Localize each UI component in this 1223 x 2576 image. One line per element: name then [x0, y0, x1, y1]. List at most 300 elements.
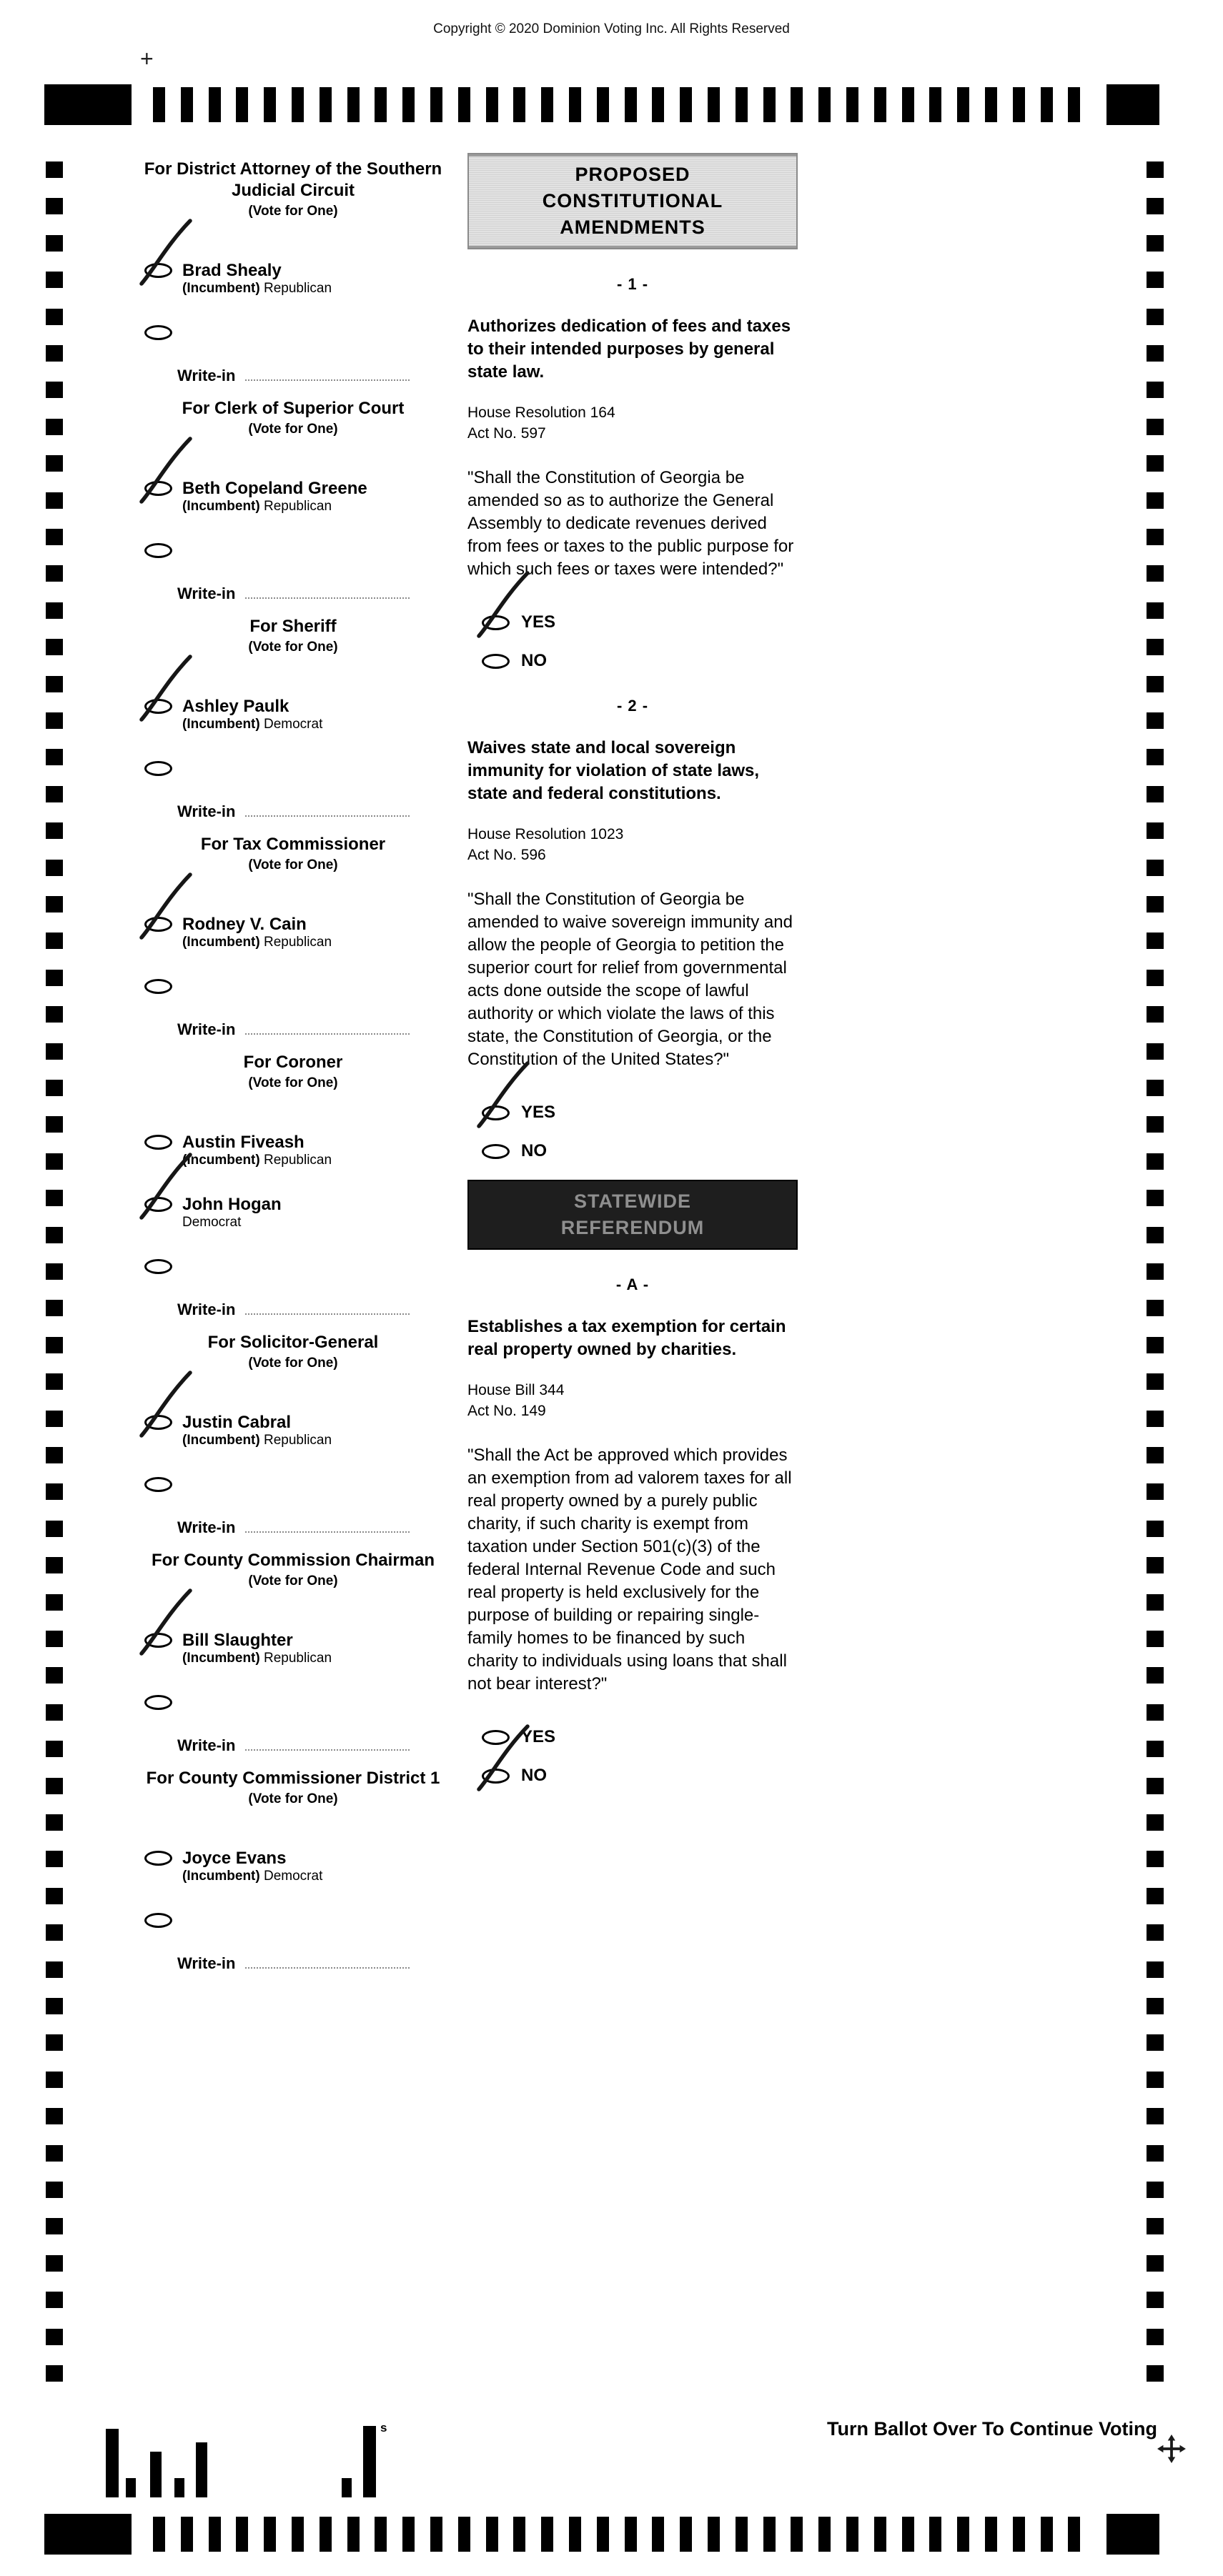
oval-wrap: [144, 761, 172, 776]
timing-mark: [1147, 382, 1164, 398]
timing-mark: [46, 602, 63, 619]
timing-mark: [1147, 1741, 1164, 1757]
timing-mark: [1147, 198, 1164, 214]
timing-mark: [46, 676, 63, 692]
timing-mark: [347, 87, 360, 122]
write-in-oval-row: [136, 1475, 450, 1496]
timing-mark: [874, 87, 886, 122]
timing-mark: [708, 2517, 720, 2552]
write-in-label: Write-in: [177, 802, 236, 820]
candidate-list: [136, 261, 450, 297]
candidate-party: Democrat: [264, 717, 323, 732]
contest: [136, 834, 450, 1039]
measure-question: "Shall the Constitution of Georgia be amended to waive sovereign immunity and allow the people of Georgia to petition the superior court for relief from governmental acts done outside the scope of lawful authority or which violate the laws of this state, the Constitution of Georgia, or the Constitution of the United States?": [467, 890, 793, 1069]
measures-column: [463, 153, 802, 1804]
timing-mark: [46, 1888, 63, 1904]
timing-row-bottom: [0, 2514, 1223, 2555]
contest-column: [136, 159, 450, 1986]
oval-wrap: [144, 1197, 172, 1212]
timing-mark: [569, 2517, 581, 2552]
write-in-oval[interactable]: [144, 979, 172, 994]
barcode-bar: [342, 2478, 352, 2497]
candidate-name: Joyce Evans: [182, 1849, 287, 1868]
oval-wrap: [482, 1105, 510, 1120]
candidate-row: [136, 1413, 450, 1449]
timing-mark: [1147, 345, 1164, 362]
measure: [463, 697, 802, 1161]
timing-mark: [46, 345, 63, 362]
timing-mark: [1147, 1667, 1164, 1684]
timing-mark: [292, 87, 304, 122]
timing-mark: [1068, 87, 1080, 122]
candidate-incumbent: (Incumbent): [182, 1433, 264, 1448]
timing-mark: [1147, 2145, 1164, 2162]
timing-mark: [680, 2517, 692, 2552]
timing-mark: [46, 1227, 63, 1243]
timing-mark: [902, 87, 914, 122]
timing-mark: [1147, 2072, 1164, 2088]
write-in-row: [136, 1518, 450, 1537]
oval-wrap: [144, 917, 172, 932]
section-header: STATEWIDE REFERENDUM: [467, 1180, 798, 1250]
write-in-oval-row: [136, 1911, 450, 1931]
timing-mark: [46, 2329, 63, 2345]
oval-wrap: [144, 1259, 172, 1274]
write-in-row: [136, 1020, 450, 1039]
timing-mark: [320, 2517, 332, 2552]
timing-mark: [46, 1631, 63, 1647]
timing-mark: [1147, 2034, 1164, 2051]
oval-wrap: [144, 1913, 172, 1928]
candidate-list: [136, 479, 450, 515]
timing-mark: [46, 2034, 63, 2051]
candidate-oval[interactable]: [144, 699, 172, 714]
timing-mark: [1068, 2517, 1080, 2552]
write-in-oval[interactable]: [144, 543, 172, 558]
write-in-row: [136, 1954, 450, 1973]
candidate-incumbent: (Incumbent): [182, 1651, 264, 1666]
write-in-label: Write-in: [177, 585, 236, 602]
timing-mark: [625, 87, 637, 122]
timing-mark: [46, 1116, 63, 1133]
candidate-name: John Hogan: [182, 1195, 282, 1214]
candidate-name: Bill Slaughter: [182, 1631, 293, 1650]
candidate-party: Republican: [264, 1153, 332, 1168]
timing-mark: [46, 309, 63, 325]
write-in-oval[interactable]: [144, 1913, 172, 1928]
write-in-oval[interactable]: [144, 761, 172, 776]
oval-wrap: [144, 1135, 172, 1150]
timing-mark: [46, 749, 63, 765]
write-in-row: [136, 585, 450, 603]
timing-mark: [985, 2517, 997, 2552]
write-in-label: Write-in: [177, 1954, 236, 1972]
timing-mark: [46, 1006, 63, 1023]
candidate-party-line: [182, 498, 367, 515]
candidate-oval[interactable]: [144, 917, 172, 932]
timing-mark: [1147, 2255, 1164, 2272]
measure-list: [463, 275, 802, 1161]
option-label: NO: [521, 1766, 547, 1785]
timing-mark: [46, 1411, 63, 1427]
candidate-party-line: [182, 934, 332, 951]
timing-mark: [680, 87, 692, 122]
timing-mark: [1147, 529, 1164, 545]
timing-mark: [153, 2517, 165, 2552]
write-in-line[interactable]: [245, 379, 410, 381]
timing-mark: [513, 2517, 525, 2552]
candidate-incumbent: (Incumbent): [182, 717, 264, 732]
timing-mark: [1041, 87, 1053, 122]
timing-mark: [652, 87, 664, 122]
candidate-party: Republican: [264, 499, 332, 514]
timing-mark: [46, 970, 63, 986]
timing-mark: [46, 1153, 63, 1170]
contest-instruction: (Vote for One): [248, 1573, 338, 1588]
contest-title: For County Commissioner District 1: [146, 1769, 440, 1788]
candidate-list: [136, 697, 450, 733]
timing-mark: [1147, 1521, 1164, 1537]
timing-mark: [46, 1447, 63, 1463]
contest-title: For Sheriff: [249, 617, 337, 636]
timing-mark: [1147, 235, 1164, 252]
option-oval[interactable]: [482, 1730, 510, 1745]
write-in-label: Write-in: [177, 1736, 236, 1754]
candidate-oval[interactable]: [144, 1851, 172, 1866]
timing-mark: [1147, 602, 1164, 619]
timing-mark: [1147, 786, 1164, 802]
timing-mark: [46, 2255, 63, 2272]
candidate-party: Republican: [264, 935, 332, 950]
contest-title: For Coroner: [243, 1053, 343, 1072]
timing-mark: [46, 2292, 63, 2308]
timing-mark: [708, 87, 720, 122]
timing-mark: [1147, 1043, 1164, 1060]
candidate-row: [136, 1631, 450, 1667]
candidate-name: Brad Shealy: [182, 261, 282, 280]
oval-wrap: [482, 1769, 510, 1784]
timing-mark: [985, 87, 997, 122]
timing-mark: [1147, 970, 1164, 986]
candidate-party-line: [182, 1214, 282, 1231]
option-oval[interactable]: [482, 1144, 510, 1159]
write-in-oval-row: [136, 977, 450, 998]
oval-wrap: [482, 1730, 510, 1745]
timing-mark: [46, 235, 63, 252]
timing-mark: [181, 2517, 193, 2552]
timing-mark: [46, 786, 63, 802]
timing-mark: [46, 639, 63, 655]
contest-list: [136, 159, 450, 1973]
timing-mark: [181, 87, 193, 122]
timing-mark: [153, 87, 165, 122]
oval-wrap: [144, 1477, 172, 1492]
write-in-row: [136, 1736, 450, 1755]
candidate-oval[interactable]: [144, 1197, 172, 1212]
candidate-row: [136, 1195, 450, 1231]
write-in-line[interactable]: [245, 1313, 410, 1315]
timing-mark: [1147, 1153, 1164, 1170]
timing-mark: [46, 2365, 63, 2382]
measure-option-row: [482, 651, 802, 671]
measure-number: - 1 -: [616, 275, 649, 293]
measure-sections: [463, 153, 802, 1786]
contest-instruction: (Vote for One): [248, 1356, 338, 1371]
oval-wrap: [144, 1633, 172, 1648]
timing-mark: [46, 1337, 63, 1353]
timing-mark: [46, 1373, 63, 1390]
oval-wrap: [144, 1695, 172, 1710]
measure-ref: House Resolution 1023: [467, 826, 624, 842]
timing-mark: [818, 2517, 831, 2552]
timing-mark: [375, 2517, 387, 2552]
contest: [136, 398, 450, 603]
candidate-name: Justin Cabral: [182, 1413, 292, 1432]
timing-mark: [1147, 565, 1164, 582]
timing-mark: [46, 712, 63, 729]
candidate-list: [136, 1413, 450, 1449]
timing-mark: [486, 87, 498, 122]
candidate-text: [182, 1413, 332, 1449]
timing-mark: [46, 1521, 63, 1537]
timing-mark: [1147, 1851, 1164, 1867]
contest-title: For County Commission Chairman: [151, 1551, 435, 1570]
contest-instruction: (Vote for One): [248, 204, 338, 219]
contest-instruction: (Vote for One): [248, 1075, 338, 1090]
write-in-row: [136, 367, 450, 385]
timing-mark: [46, 1998, 63, 2014]
candidate-text: [182, 261, 332, 297]
oval-wrap: [144, 325, 172, 340]
contest: [136, 1332, 450, 1537]
candidate-name: Beth Copeland Greene: [182, 479, 367, 498]
timing-mark: [1147, 822, 1164, 839]
write-in-oval-row: [136, 759, 450, 780]
option-oval[interactable]: [482, 615, 510, 630]
timing-mark: [46, 1190, 63, 1206]
timing-mark: [46, 860, 63, 876]
candidate-party: Democrat: [182, 1215, 242, 1230]
timing-mark: [46, 1594, 63, 1611]
timing-mark: [46, 1704, 63, 1721]
measure-option-row: [482, 612, 802, 632]
measure-section: [463, 153, 802, 1161]
oval-wrap: [482, 654, 510, 669]
candidate-incumbent: (Incumbent): [182, 935, 264, 950]
timing-mark: [46, 1483, 63, 1500]
timing-mark: [902, 2517, 914, 2552]
write-in-oval-row: [136, 1257, 450, 1278]
timing-mark: [46, 419, 63, 435]
timing-mark: [236, 2517, 248, 2552]
timing-mark: [763, 2517, 776, 2552]
timing-mark: [46, 161, 63, 178]
write-in-oval-row: [136, 541, 450, 562]
write-in-line[interactable]: [245, 1967, 410, 1969]
write-in-line[interactable]: [245, 1749, 410, 1751]
timing-mark: [486, 2517, 498, 2552]
timing-mark: [46, 198, 63, 214]
option-label: YES: [521, 1727, 556, 1746]
measure-number: - 2 -: [616, 697, 649, 715]
measure-option-row: [482, 1766, 802, 1786]
candidate-oval[interactable]: [144, 1135, 172, 1150]
contest-title: For Clerk of Superior Court: [182, 399, 405, 418]
write-in-oval[interactable]: [144, 1477, 172, 1492]
timing-mark: [846, 2517, 858, 2552]
timing-mark: [1147, 1778, 1164, 1794]
measure-summary: Waives state and local sovereign immunity for violation of state laws, state and federal constitutions.: [467, 738, 760, 803]
timing-mark: [513, 87, 525, 122]
timing-mark: [652, 2517, 664, 2552]
contest-instruction: (Vote for One): [248, 422, 338, 437]
timing-mark: [46, 492, 63, 509]
timing-mark: [46, 382, 63, 398]
option-oval[interactable]: [482, 654, 510, 669]
timing-mark: [1147, 860, 1164, 876]
oval-wrap: [144, 543, 172, 558]
contest-title: For District Attorney of the Southern Judicial Circuit: [144, 159, 442, 200]
option-label: YES: [521, 1103, 556, 1122]
candidate-party-line: [182, 716, 322, 733]
candidate-incumbent: (Incumbent): [182, 1869, 264, 1884]
timing-mark: [46, 455, 63, 472]
timing-mark: [430, 87, 442, 122]
measure-question: "Shall the Act be approved which provides an exemption from ad valorem taxes for all real property owned by a purely public charity, if such charity is exempt from taxation under Section 501(c)(3) of the federal Internal Revenue Code and such real property is held exclusively for the purpose of building or repairing single-family homes to be financed by such charity to individuals using loans that shall not bear interest?": [467, 1446, 792, 1694]
timing-mark: [320, 87, 332, 122]
timing-mark: [957, 2517, 969, 2552]
candidate-oval[interactable]: [144, 263, 172, 278]
timing-mark: [46, 529, 63, 545]
timing-mark: [1147, 749, 1164, 765]
timing-mark: [46, 2218, 63, 2234]
write-in-oval-row: [136, 323, 450, 344]
timing-mark: [1147, 272, 1164, 288]
option-oval[interactable]: [482, 1105, 510, 1120]
timing-mark: [791, 2517, 803, 2552]
write-in-row: [136, 1301, 450, 1319]
timing-mark: [1147, 1411, 1164, 1427]
timing-mark: [46, 1814, 63, 1831]
copyright-text: Copyright © 2020 Dominion Voting Inc. All Rights Reserved: [433, 21, 790, 36]
write-in-line[interactable]: [245, 1033, 410, 1035]
timing-mark: [929, 87, 941, 122]
timing-mark: [1147, 639, 1164, 655]
timing-mark: [818, 87, 831, 122]
timing-mark: [736, 87, 748, 122]
timing-mark: [46, 1851, 63, 1867]
timing-mark: [625, 2517, 637, 2552]
timing-mark: [46, 1778, 63, 1794]
oval-wrap: [144, 979, 172, 994]
contest-instruction: (Vote for One): [248, 857, 338, 872]
measure-refs: [463, 824, 802, 865]
write-in-line[interactable]: [245, 815, 410, 817]
write-in-oval[interactable]: [144, 1259, 172, 1274]
candidate-text: [182, 1849, 322, 1885]
timing-mark: [1013, 2517, 1025, 2552]
contest-title: For Solicitor-General: [207, 1333, 379, 1352]
candidate-party: Republican: [264, 1651, 332, 1666]
option-list: [482, 1727, 802, 1786]
contest: [136, 1052, 450, 1319]
write-in-oval[interactable]: [144, 1695, 172, 1710]
timing-mark: [1147, 1888, 1164, 1904]
timing-mark: [1147, 712, 1164, 729]
measure-ref: Act No. 596: [467, 847, 546, 863]
candidate-row: [136, 1849, 450, 1885]
option-oval[interactable]: [482, 1769, 510, 1784]
timing-block-icon: [1106, 2514, 1159, 2555]
candidate-row: [136, 479, 450, 515]
oval-wrap: [144, 1415, 172, 1430]
timing-mark: [46, 822, 63, 839]
oval-wrap: [482, 615, 510, 630]
timing-mark: [1147, 1631, 1164, 1647]
timing-mark: [1147, 1924, 1164, 1941]
option-label: NO: [521, 651, 547, 670]
timing-row-top: [0, 84, 1223, 125]
write-in-line[interactable]: [245, 597, 410, 599]
timing-mark: [458, 87, 470, 122]
write-in-oval[interactable]: [144, 325, 172, 340]
timing-mark: [597, 2517, 609, 2552]
timing-mark: [1013, 87, 1025, 122]
candidate-list: [136, 1849, 450, 1885]
measure: [463, 1275, 802, 1786]
measure-section: [463, 1180, 802, 1786]
timing-mark: [46, 1924, 63, 1941]
write-in-line[interactable]: [245, 1531, 410, 1533]
timing-mark: [46, 1300, 63, 1316]
candidate-oval[interactable]: [144, 1633, 172, 1648]
candidate-name: Austin Fiveash: [182, 1133, 304, 1152]
timing-mark: [1147, 2182, 1164, 2198]
candidate-oval[interactable]: [144, 1415, 172, 1430]
measure-ref: House Bill 344: [467, 1382, 565, 1398]
candidate-incumbent: (Incumbent): [182, 281, 264, 296]
turn-ballot-over-text: Turn Ballot Over To Continue Voting: [827, 2418, 1157, 2440]
timing-mark: [1147, 309, 1164, 325]
barcode-bar: [363, 2426, 376, 2497]
candidate-name: Rodney V. Cain: [182, 915, 307, 934]
barcode-bar: [196, 2442, 207, 2497]
contest-title: For Tax Commissioner: [200, 835, 386, 854]
timing-mark: [264, 87, 276, 122]
timing-mark: [1147, 492, 1164, 509]
timing-mark: [1147, 1447, 1164, 1463]
barcode-bar: [126, 2478, 136, 2497]
timing-mark: [1147, 1998, 1164, 2014]
timing-mark: [1147, 1006, 1164, 1023]
candidate-oval[interactable]: [144, 481, 172, 496]
section-header: PROPOSED CONSTITUTIONAL AMENDMENTS: [467, 153, 798, 249]
candidate-party-line: [182, 280, 332, 297]
timing-block-icon: [44, 84, 132, 125]
candidate-text: [182, 915, 332, 951]
timing-mark: [1147, 1704, 1164, 1721]
timing-mark: [1147, 933, 1164, 949]
timing-mark: [1147, 1190, 1164, 1206]
registration-cross-icon: [1157, 2434, 1187, 2464]
timing-mark: [874, 2517, 886, 2552]
barcode-bar: [150, 2452, 162, 2497]
measure-refs: [463, 1380, 802, 1421]
write-in-label: Write-in: [177, 1518, 236, 1536]
barcode-bar: [174, 2478, 184, 2497]
timing-mark: [402, 87, 415, 122]
measure-summary: Establishes a tax exemption for certain real property owned by charities.: [467, 1317, 786, 1359]
